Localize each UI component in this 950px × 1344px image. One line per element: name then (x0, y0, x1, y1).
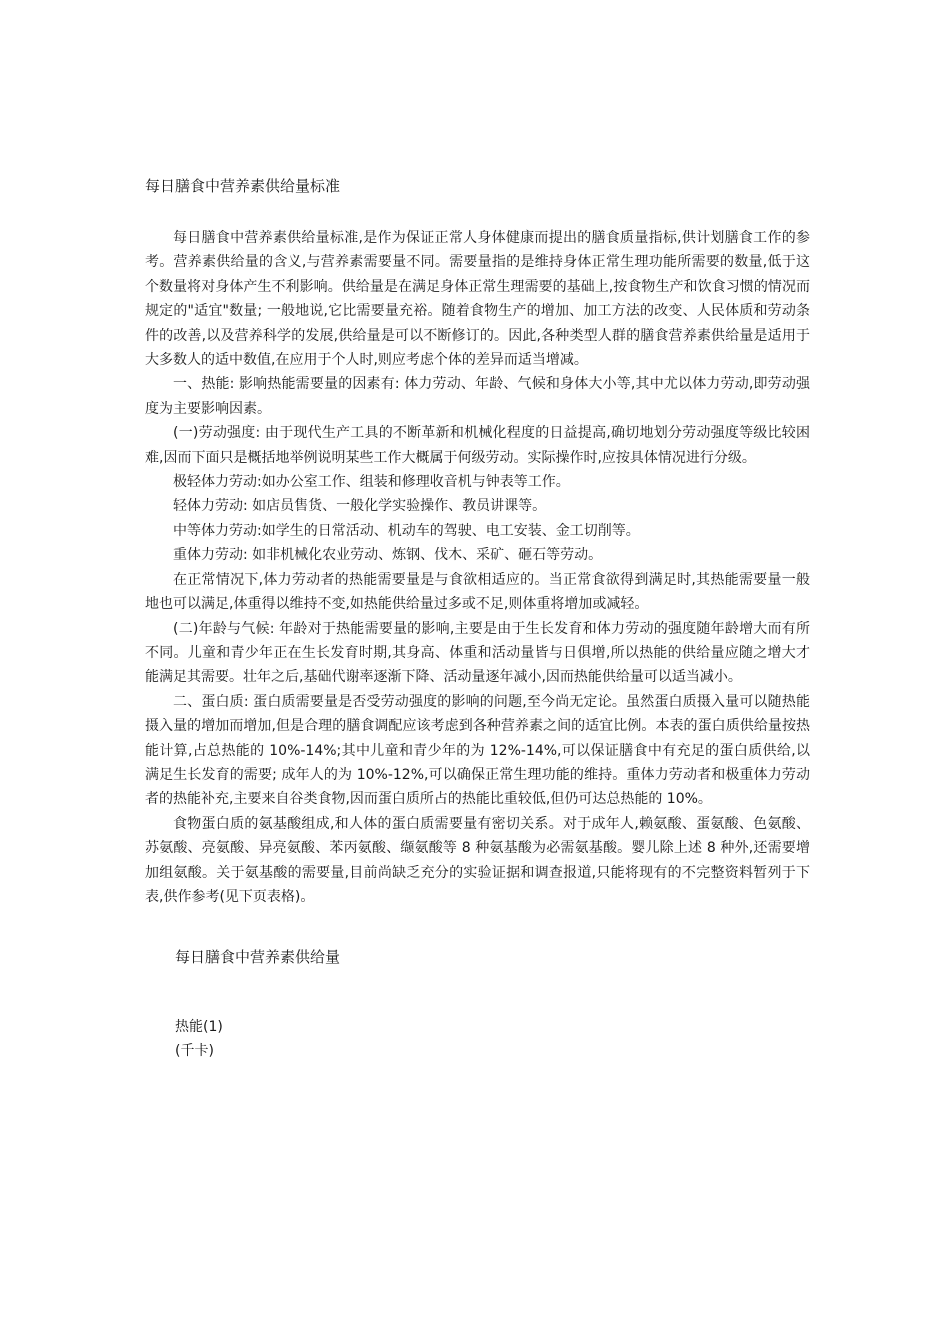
table-header-line-1: 热能(1) (175, 1019, 223, 1036)
paragraph-energy: 一、热能: 影响热能需要量的因素有: 体力劳动、年龄、气候和身体大小等,其中尤以体力劳动,即劳动强度为主要影响因素。 (145, 376, 810, 417)
paragraph-amino-acids: 食物蛋白质的氨基酸组成,和人体的蛋白质需要量有密切关系。对于成年人,赖氨酸、蛋氨酸、色氨酸、苏氨酸、亮氨酸、异亮氨酸、苯丙氨酸、缬氨酸等 8 种氨基酸为必需氨基酸。婴儿除上述 8 种外,还需要增加组氨酸。关于氨基酸的需要量,目前尚缺乏充分的实验证据和调查报道,只能将现有的不完整资料暂列于下表,供作参考(见下页表格)。 (145, 815, 810, 905)
section-title: 每日膳食中营养素供给量 (175, 948, 341, 967)
paragraph-protein: 二、蛋白质: 蛋白质需要量是否受劳动强度的影响的问题,至今尚无定论。虽然蛋白质摄入量可以随热能摄入量的增加而增加,但是合理的膳食调配应该考虑到各种营养素之间的适宜比例。本表的蛋白质供给量按热能计算,占总热能的 10%-14%;其中儿童和青少年的为 12%-14%,可以保证膳食中有充足的蛋白质供给,以满足生长发育的需要; 成年人的为 10%-12%,可以确保正常生理功能的维持。重体力劳动者和极重体力劳动者的热能补充,主要来自谷类食物,因而蛋白质所占的热能比重较低,但仍可达总热能的 10%。 (145, 693, 810, 808)
paragraph-age-climate: (二)年龄与气候: 年龄对于热能需要量的影响,主要是由于生长发育和体力劳动的强度随年龄增大而有所不同。儿童和青少年正在生长发育时期,其身高、体重和活动量皆与日俱增,所以热能的供给量应随之增大才能满足其需要。壮年之后,基础代谢率逐渐下降、活动量逐年减小,因而热能供给量可以适当减小。 (145, 620, 810, 686)
table-header-energy (175, 1015, 810, 1063)
paragraph-appetite: 在正常情况下,体力劳动者的热能需要量是与食欲相适应的。当正常食欲得到满足时,其热能需要量一般地也可以满足,体重得以维持不变,如热能供给量过多或不足,则体重将增加或减轻。 (145, 571, 810, 613)
paragraph-intro: 每日膳食中营养素供给量标准,是作为保证正常人身体健康而提出的膳食质量指标,供计划膳食工作的参考。营养素供给量的含义,与营养素需要量不同。需要量指的是维持身体正常生理功能所需要的数量,低于这个数量将对身体产生不利影响。供给量是在满足身体正常生理需要的基础上,按食物生产和饮食习惯的情况而规定的"适宜"数量; 一般地说,它比需要量充裕。随着食物生产的增加、加工方法的改变、人民体质和劳动条件的改善,以及营养科学的发展,供给量是可以不断修订的。因此,各种类型人群的膳食营养素供给量是适用于大多数人的适中数值,在应用于个人时,则应考虑个体的差异而适当增减。 (145, 230, 810, 369)
paragraph-moderate-labor: 中等体力劳动:如学生的日常活动、机动车的驾驶、电工安装、金工切削等。 (173, 522, 640, 539)
document-page (145, 174, 810, 1063)
table-header-line-2: (千卡) (175, 1043, 214, 1060)
paragraph-light-labor: 轻体力劳动: 如店员售货、一般化学实验操作、教员讲课等。 (173, 498, 547, 515)
paragraph-labor-intensity: (一)劳动强度: 由于现代生产工具的不断革新和机械化程度的日益提高,确切地划分劳动强度等级比较困难,因而下面只是概括地举例说明某些工作大概属于何级劳动。实际操作时,应按具体情况进行分级。 (145, 425, 810, 466)
paragraph-heavy-labor: 重体力劳动: 如非机械化农业劳动、炼钢、伐木、采矿、砸石等劳动。 (173, 547, 603, 564)
paragraph-very-light-labor: 极轻体力劳动:如办公室工作、组装和修理收音机与钟表等工作。 (173, 474, 570, 491)
document-title: 每日膳食中营养素供给量标准 (145, 177, 341, 195)
